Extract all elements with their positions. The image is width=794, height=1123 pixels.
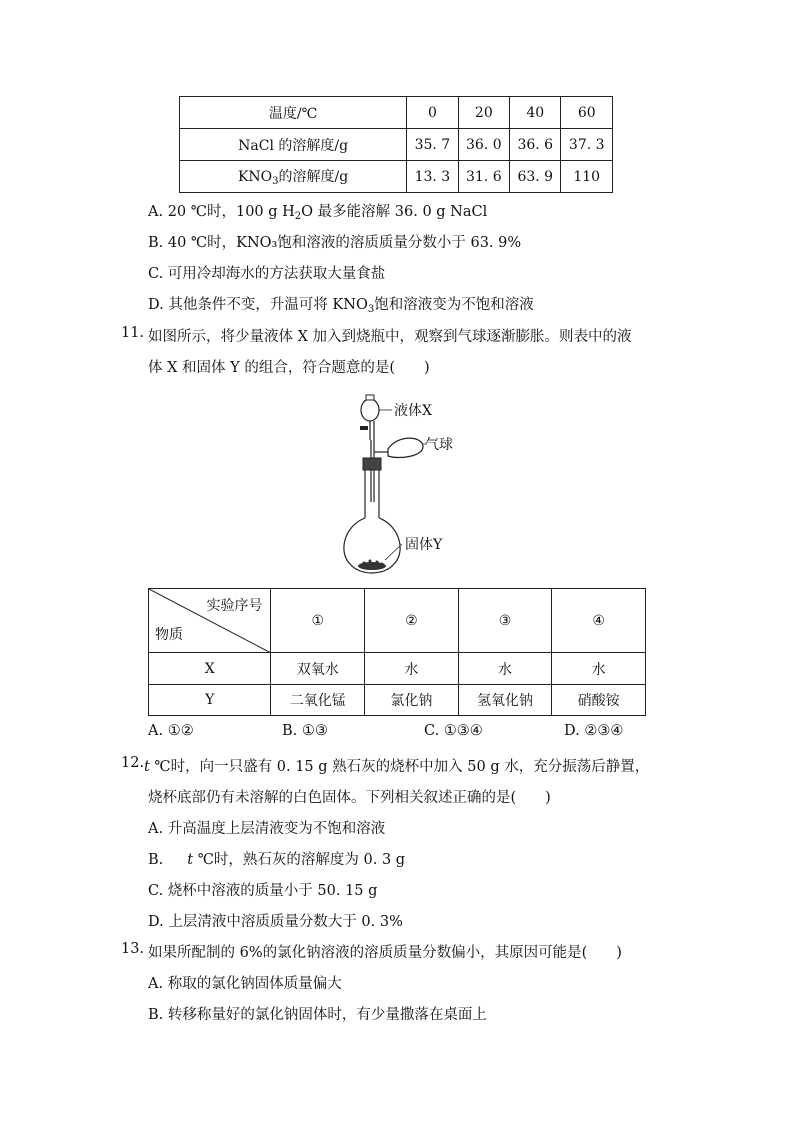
col-header: ④ bbox=[552, 589, 646, 653]
q10-option-d bbox=[148, 293, 534, 315]
cell: 氢氧化钠 bbox=[458, 685, 552, 716]
label-part: KNO bbox=[237, 169, 273, 185]
subscript: 3 bbox=[367, 304, 375, 315]
row-label-nacl: NaCl 的溶解度/g bbox=[180, 129, 407, 161]
value-cell: 63. 9 bbox=[510, 161, 561, 193]
text: ℃时，熟石灰的溶解度为 0. 3 g bbox=[193, 852, 406, 868]
value-cell: 110 bbox=[561, 161, 613, 193]
q12-option-a: A. 升高温度上层清液变为不饱和溶液 bbox=[148, 821, 386, 837]
q11-number: 11. bbox=[121, 325, 145, 341]
cell: 双氧水 bbox=[271, 653, 365, 685]
q12-option-b bbox=[148, 848, 405, 869]
row-label-kno3 bbox=[180, 161, 407, 193]
label-liquid-x: 液体X bbox=[394, 403, 432, 419]
temp-cell: 40 bbox=[510, 97, 561, 129]
value-cell: 35. 7 bbox=[407, 129, 458, 161]
q12-option-c: C. 烧杯中溶液的质量小于 50. 15 g bbox=[148, 883, 378, 899]
q11-option-a: A. ①② bbox=[148, 723, 194, 739]
cell: 水 bbox=[365, 653, 459, 685]
cell: 氯化钠 bbox=[365, 685, 459, 716]
col-header: ③ bbox=[458, 589, 552, 653]
text: O 最多能溶解 36. 0 g NaCl bbox=[301, 204, 488, 220]
col-header: ① bbox=[271, 589, 365, 653]
value-cell: 36. 0 bbox=[458, 129, 509, 161]
temp-cell: 20 bbox=[458, 97, 509, 129]
subscript: 2 bbox=[294, 211, 302, 222]
label-part: 的溶解度/g bbox=[278, 169, 349, 185]
q13-option-a: A. 称取的氯化钠固体质量偏大 bbox=[148, 976, 342, 992]
q11-option-c: C. ①③④ bbox=[424, 723, 483, 739]
q12-option-d: D. 上层清液中溶质质量分数大于 0. 3% bbox=[148, 914, 403, 930]
text: ℃时，向一只盛有 0. 15 g 熟石灰的烧杯中加入 50 g 水，充分振荡后静置， bbox=[149, 759, 650, 775]
var-t: t bbox=[187, 852, 194, 868]
row-label-y: Y bbox=[149, 685, 271, 716]
q11-option-b: B. ①③ bbox=[282, 723, 328, 739]
text: B. bbox=[148, 852, 164, 868]
q11-option-d: D. ②③④ bbox=[564, 723, 624, 739]
value-cell: 31. 6 bbox=[458, 161, 509, 193]
temp-cell: 0 bbox=[407, 97, 458, 129]
solubility-table bbox=[179, 96, 613, 193]
col-header: ② bbox=[365, 589, 459, 653]
label-balloon: 气球 bbox=[425, 437, 453, 453]
q12-number: 12. bbox=[121, 755, 145, 771]
q10-option-c: C. 可用冷却海水的方法获取大量食盐 bbox=[148, 266, 386, 282]
cell: 硝酸铵 bbox=[552, 685, 646, 716]
value-cell: 13. 3 bbox=[407, 161, 458, 193]
diagonal-header-cell bbox=[149, 589, 271, 653]
q13-number: 13. bbox=[121, 941, 145, 957]
diag-bottom-label: 物质 bbox=[155, 627, 183, 643]
temp-cell: 60 bbox=[561, 97, 613, 129]
q10-option-b: B. 40 ℃时，KNO₃饱和溶液的溶质质量分数小于 63. 9% bbox=[148, 235, 522, 251]
row-label-x: X bbox=[149, 653, 271, 685]
q12-stem-line1 bbox=[144, 755, 649, 776]
cell: 水 bbox=[552, 653, 646, 685]
flask-apparatus-figure bbox=[330, 392, 470, 582]
q12-stem-line2: 烧杯底部仍有未溶解的白色固体。下列相关叙述正确的是( ) bbox=[148, 790, 551, 806]
text: 饱和溶液变为不饱和溶液 bbox=[374, 297, 534, 313]
cell: 水 bbox=[458, 653, 552, 685]
table-header-label: 温度/℃ bbox=[180, 97, 407, 129]
text: A. 20 ℃时，100 g H bbox=[148, 204, 295, 220]
diag-top-label: 实验序号 bbox=[206, 598, 263, 614]
label-sub: 3 bbox=[272, 176, 279, 187]
var-t: t bbox=[144, 759, 150, 775]
q13-option-b: B. 转移称量好的氯化钠固体时，有少量撒落在桌面上 bbox=[148, 1007, 487, 1023]
value-cell: 37. 3 bbox=[561, 129, 613, 161]
q11-stem-line1: 如图所示，将少量液体 X 加入到烧瓶中，观察到气球逐渐膨胀。则表中的液 bbox=[148, 329, 632, 345]
value-cell: 36. 6 bbox=[510, 129, 561, 161]
q11-table bbox=[148, 588, 646, 716]
cell: 二氧化锰 bbox=[271, 685, 365, 716]
text: D. 其他条件不变，升温可将 KNO bbox=[148, 297, 368, 313]
q13-stem-line1: 如果所配制的 6%的氯化钠溶液的溶质质量分数偏小，其原因可能是( ) bbox=[148, 945, 622, 961]
q10-option-a bbox=[148, 200, 487, 222]
q11-stem-line2: 体 X 和固体 Y 的组合，符合题意的是( ) bbox=[148, 360, 430, 376]
label-solid-y: 固体Y bbox=[405, 537, 443, 553]
